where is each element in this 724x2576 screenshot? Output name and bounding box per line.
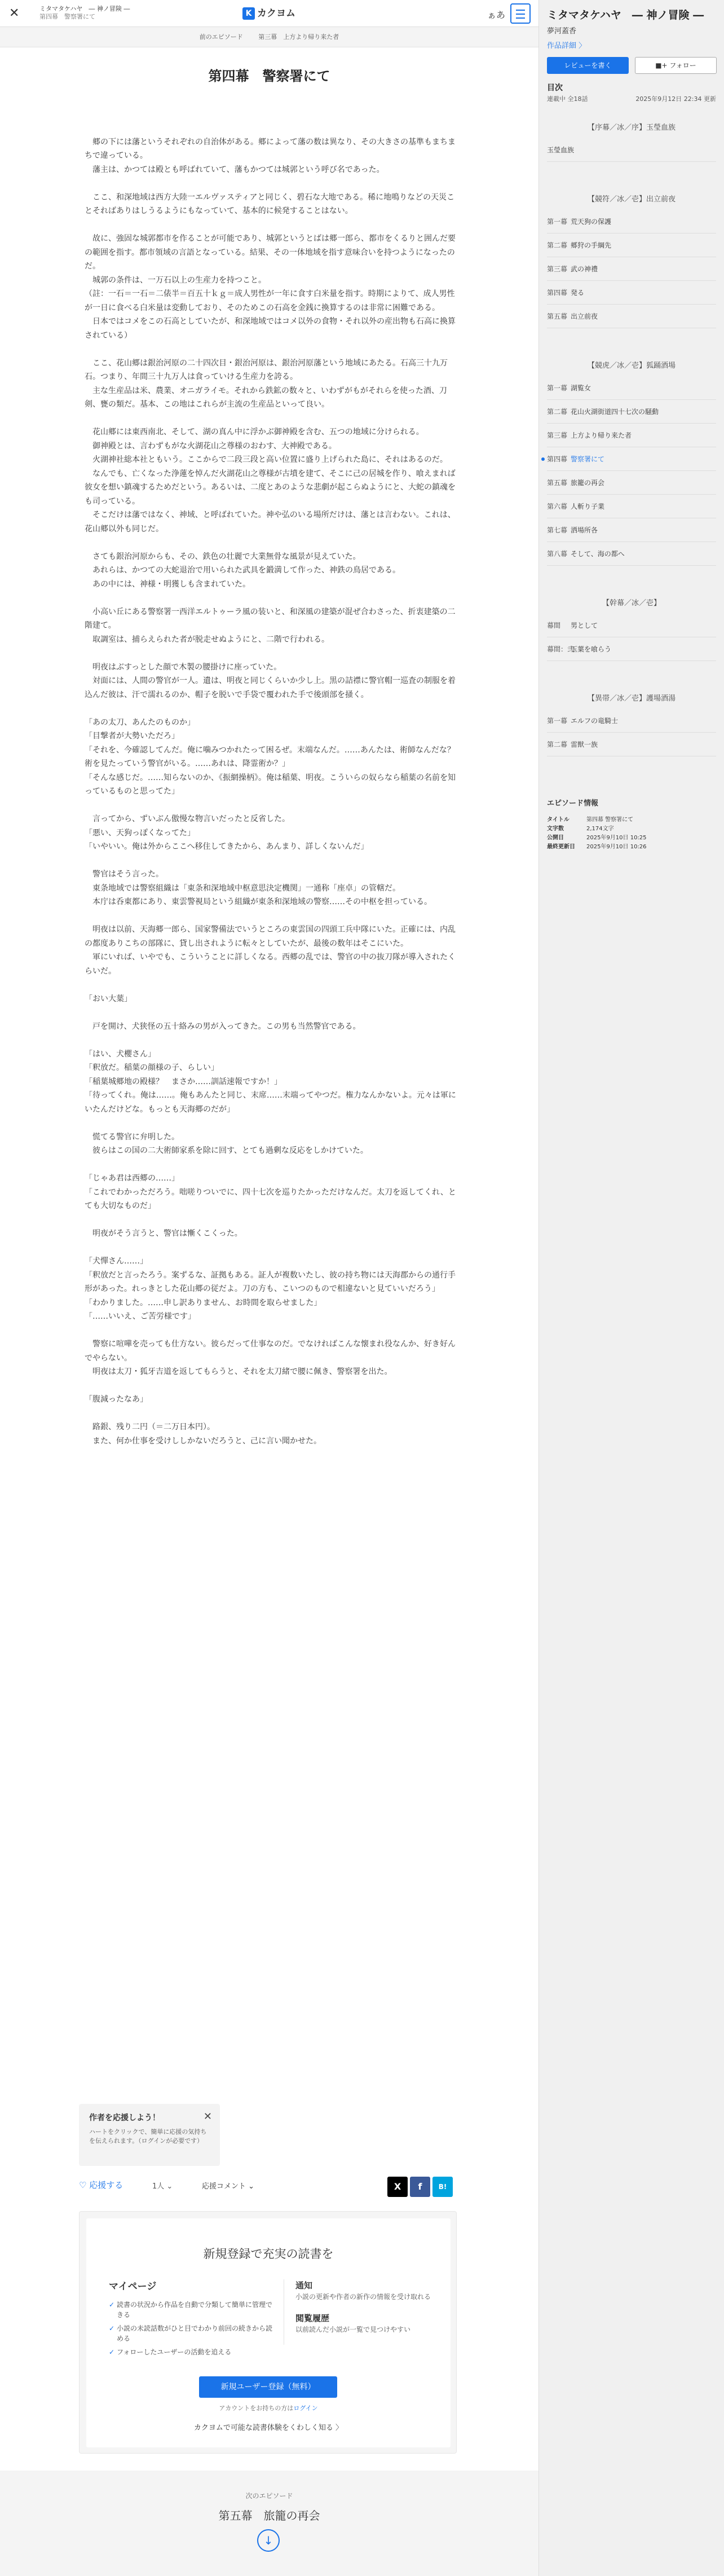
body-paragraph: さても銀治河原からも、その、鉄色の壮麗で大業無骨な風景が見えていた。 bbox=[85, 552, 361, 561]
chapter-heading: 【競虎／冰／壱】狐踊酒場 bbox=[587, 362, 676, 370]
body-paragraph: なんでも、亡くなった浄蓮を悼んだ火湖花山之尊様が古墳を建て、そこに己の居城を作り、喰えまれば彼女を想い鎮魂するためだという。あるいは、二度とあのような悲劇が起こらぬようにと、大蛇の鎮魂をも司っている。 bbox=[85, 469, 456, 506]
episode-number: 第二幕 bbox=[547, 741, 568, 748]
x-share-icon[interactable]: X bbox=[387, 2177, 408, 2197]
body-paragraph bbox=[85, 1407, 457, 1421]
episode-title: 発る bbox=[571, 289, 585, 297]
toc-episode-item[interactable] bbox=[547, 376, 716, 400]
body-paragraph: 警官はそう言った。 bbox=[85, 870, 164, 879]
body-paragraph: 「釈放だ。稲葉の顔様の子、らしい」 bbox=[85, 1063, 219, 1072]
arrow-down-icon[interactable]: ↓ bbox=[257, 2529, 280, 2552]
signup-heading: 新規登録で充実の読書を bbox=[203, 2247, 334, 2261]
body-paragraph bbox=[85, 1379, 457, 1393]
toc-heading: 目次 bbox=[547, 83, 563, 93]
heart-support-button[interactable]: ♡ 応援する bbox=[79, 2180, 123, 2190]
body-paragraph: 「目撃者が大勢いただろ」 bbox=[85, 732, 179, 741]
episode-nav bbox=[0, 27, 538, 47]
body-paragraph bbox=[85, 1006, 457, 1020]
body-paragraph: 「わかりました。……申し訳ありません、お時間を取らせました」 bbox=[85, 1298, 322, 1307]
font-settings-icon[interactable]: ぁあ bbox=[487, 10, 506, 20]
prev-episode-link[interactable]: 前のエピソード bbox=[199, 33, 243, 41]
episode-title: 洒場所各 bbox=[571, 526, 598, 534]
info-row bbox=[547, 816, 716, 825]
body-paragraph: （註：一石＝一石＝二俵半＝百五十ｋｇ＝成人男性が一年に食す白米量を指す。時期によりて、成人男性が一日に食べる白米量は変動しており、そのためこの石高を金銭に換算するのは非常に困難である。 bbox=[85, 289, 455, 312]
body-paragraph: ここ、和深地域は西方大陸一エルヴァスティアと同じく、碧石な大地である。稀に地鳴りなどの天災ことそればありはしうるようにもなっていて、基本的に候発することはない。 bbox=[85, 192, 455, 215]
toc-episode-item[interactable] bbox=[547, 495, 716, 518]
episode-number: 第一幕 bbox=[547, 717, 568, 725]
body-paragraph: 「稲葉城郷地の殿様？ まさか……訓話速報ですか！」 bbox=[85, 1077, 282, 1086]
info-row bbox=[547, 834, 716, 843]
episode-title: そして、海の都へ bbox=[571, 550, 625, 558]
body-paragraph: そこだけは藩ではなく、神域、と呼ばれていた。神や弘のいる場所だけは、藩とは言わない。これは、花山郷以外も同じだ。 bbox=[85, 510, 456, 534]
episode-title: 警察署にて bbox=[571, 455, 605, 463]
body-paragraph bbox=[85, 218, 457, 232]
episode-info bbox=[547, 797, 716, 852]
body-paragraph: ここ、花山郷は銀治河原の二十四次目・銀治河原は、銀治河原藩という地域にあたる。石高三十九万石。つまり、年間三十九万人は食っていける生産力を誇る。 bbox=[85, 358, 448, 381]
episode-title: 玉葉を喰らう bbox=[571, 645, 612, 653]
write-review-button[interactable]: レビューを書く bbox=[547, 57, 629, 74]
episode-title: 第四幕 警察署にて bbox=[208, 68, 330, 84]
episode-title: 武の神禮 bbox=[571, 265, 598, 273]
body-paragraph: 藩主は、かつては殿とも呼ばれていて、藩もかつては城郭という呼び名であった。 bbox=[85, 165, 385, 174]
body-paragraph: 取調室は、捕らえられた者が脱走せぬようにと、二階で行われる。 bbox=[85, 635, 329, 644]
logo-text: カクヨム bbox=[257, 8, 295, 19]
login-link[interactable]: ログイン bbox=[293, 2405, 318, 2412]
body-paragraph: 「犬憚さん……」 bbox=[85, 1257, 148, 1266]
body-paragraph: 城郭の条件は、一万石以上の生産力を持つこと。 bbox=[85, 275, 266, 285]
body-paragraph: 戸を開け、犬狭怪の五十絡みの男が入ってきた。この男も当然警官である。 bbox=[85, 1021, 361, 1031]
body-paragraph: 「腹減ったなあ」 bbox=[85, 1395, 148, 1404]
body-paragraph: 「おい大葉」 bbox=[85, 994, 132, 1003]
body-paragraph bbox=[85, 978, 457, 992]
body-paragraph: 郷の下には藩というそれぞれの自治体がある。郷によって藩の数は異なり、その大きさの基準もまちまちで違っている。 bbox=[85, 137, 456, 160]
learn-more-link[interactable]: カクヨムで可能な読書体験をくわしく知る 〉 bbox=[193, 2424, 343, 2432]
body-paragraph bbox=[85, 591, 457, 605]
body-paragraph: 明夜はぶすっとした顔で木製の腰掛けに座っていた。 bbox=[85, 662, 282, 672]
body-paragraph: 「釈放だと言ったろう。案ずるな、証拠もある。証人が複数いたし、彼の持ち物には天海郡からの通行手形があった。れっきとした花山郷の従だよ。刀の方も、こいつのもので相違ないと見ていいだろう」 bbox=[85, 1270, 456, 1293]
body-paragraph: 日本ではコメをこの石高としていたが、和深地域ではコメ以外の食物・それ以外の産出物も石高に換算されている） bbox=[85, 317, 456, 340]
toc-episode-item[interactable] bbox=[547, 447, 716, 471]
updated-date: 2025年9月12日 22:34 更新 bbox=[635, 95, 716, 103]
body-paragraph: 対面には、人間の警官が一人。遺は、明夜と同じくらいか少し上。黒の詰襟に警官帽一巡査の制服を着込んだ彼は、汗で濡れるのか、帽子を脱いで手袋で覆われた手で後頭部を掻く。 bbox=[85, 676, 456, 699]
episode-title: 湖覧女 bbox=[571, 384, 591, 392]
body-paragraph: 明夜がそう言うと、警官は慚くこくった。 bbox=[85, 1229, 242, 1238]
body-paragraph: 本庁は呑東都にあり、東雲警視局という組織が東条和深地域の警察……その中枢を担っている。 bbox=[85, 897, 432, 906]
next-episode-label: 次のエピソード bbox=[245, 2492, 293, 2500]
body-paragraph bbox=[85, 412, 457, 426]
episode-number: 第六幕 bbox=[547, 503, 568, 510]
episode-body bbox=[85, 121, 463, 1448]
info-row bbox=[547, 825, 716, 834]
info-value: 2025年9月10日 10:26 bbox=[586, 844, 647, 850]
body-paragraph: 路銀、残り二円（＝二万日本円）。 bbox=[85, 1423, 215, 1432]
chapter-heading: 【序幕／冰／序】玉瑩血族 bbox=[587, 124, 676, 132]
body-paragraph: 明夜は以前、天海郷一郎ら、国家警備法でいうところの東雲国の四頭工兵中隊にいた。正確には、内乱の都度ありこちの部隊に、貸し出されように転々としていたが、最後の数年はそこにいた。 bbox=[85, 925, 456, 948]
sidebar bbox=[538, 0, 724, 2576]
serial-status: 連載中 全18話 bbox=[547, 95, 588, 103]
body-paragraph: 軍にいれば、いやでも、こういうことに詳しくなる。西郷の乱では、警官の中の抜刀隊が導入されたくらいだ。 bbox=[85, 953, 456, 976]
body-paragraph: 花山郷には東西南北、そして、湖の真ん中に浮かぶ御神殿を含む、五つの地域に分けられる。 bbox=[85, 428, 424, 437]
info-row bbox=[547, 843, 716, 852]
sidebar-work-title[interactable]: ミタマタケハヤ ― 神ノ冒険 ― bbox=[547, 9, 704, 21]
episode-title: エルフの竜騎士 bbox=[571, 717, 619, 725]
chapter-heading: 【幹幕／冰／壱】 bbox=[602, 599, 661, 607]
episode-number: 第三幕 bbox=[547, 265, 568, 273]
toc-episode-item[interactable] bbox=[547, 637, 716, 661]
body-paragraph: 「いやいい。俺は外からここへ移住してきたから、あんまり、詳しくないんだ」 bbox=[85, 842, 369, 851]
support-title: 作者を応援しよう！ bbox=[89, 2113, 160, 2123]
episode-title: 上方より帰り来た者 bbox=[571, 431, 632, 439]
info-key: 公開日 bbox=[547, 835, 564, 841]
episode-number: 第一幕 bbox=[547, 218, 568, 226]
logo-icon: K bbox=[242, 7, 255, 20]
top-bar bbox=[0, 0, 538, 27]
body-paragraph bbox=[85, 1116, 457, 1130]
history-desc: 以前読んだ小説が一覧で見つけやすい bbox=[295, 2326, 411, 2333]
body-paragraph: 主な生産品は米、農業、オニガライモ。それから鉄鉱の数々と、いわずがもがそれらを使った酒、刀剣、甕の類だ。基本、この地はこれらが主流の生産品といって良い。 bbox=[85, 386, 447, 409]
episode-title: 出立前夜 bbox=[571, 312, 598, 320]
next-episode-section bbox=[0, 2471, 538, 2576]
toc-episode-item[interactable] bbox=[547, 210, 716, 234]
mypage-item: ✓ フォローしたユーザーの活動を追える bbox=[109, 2347, 278, 2357]
toc-episode-item[interactable] bbox=[547, 281, 716, 305]
episode-number: 第五幕 bbox=[547, 312, 568, 320]
episode-number: 第四幕 bbox=[547, 455, 568, 463]
toc-episode-item[interactable] bbox=[547, 305, 716, 328]
toc-episode-item[interactable] bbox=[547, 709, 716, 733]
facebook-share-icon[interactable]: f bbox=[410, 2177, 430, 2197]
login-line bbox=[86, 2403, 451, 2412]
toc-episode-item[interactable] bbox=[547, 400, 716, 424]
episode-title: 荒天狗の保護 bbox=[571, 218, 612, 226]
info-key: 文字数 bbox=[547, 826, 564, 832]
close-icon[interactable]: ✕ bbox=[203, 2111, 212, 2123]
episode-subtitle: 第四幕 警察署にて bbox=[39, 13, 95, 20]
info-value: 2025年9月10日 10:25 bbox=[586, 835, 647, 841]
login-prefix: アカウントをお持ちの方は bbox=[219, 2405, 294, 2412]
body-paragraph: 彼らはこの国の二大術師家系を除に回す、とても過剰な反応をしかけていた。 bbox=[85, 1146, 368, 1155]
author-name[interactable]: 夢河蓋香 bbox=[547, 27, 577, 36]
toc-episode-item[interactable] bbox=[547, 424, 716, 447]
toc-episode-item[interactable] bbox=[547, 614, 716, 637]
mypage-item: ✓ 読書の状況から作品を自動で分類して簡単に管理できる bbox=[109, 2300, 278, 2320]
toc-episode-item[interactable] bbox=[547, 518, 716, 542]
episode-title: 郷狩の手綱先 bbox=[571, 241, 612, 249]
body-paragraph bbox=[85, 1241, 457, 1255]
episode-title: 人斬り子業 bbox=[571, 503, 605, 510]
body-paragraph bbox=[85, 799, 457, 813]
body-paragraph bbox=[85, 1213, 457, 1227]
episode-number: 幕間：弐 bbox=[547, 645, 575, 653]
episode-number: 幕間 bbox=[547, 622, 561, 629]
episode-info-heading: エピソード情報 bbox=[547, 799, 599, 808]
signup-panel bbox=[79, 2211, 457, 2454]
work-title: ミタマタケハヤ ― 神ノ冒険 ― bbox=[39, 5, 130, 12]
close-icon[interactable]: ✕ bbox=[9, 6, 20, 20]
body-paragraph: 「そんな感じだ。……知らないのか、《振網操柄》。俺は稲葉、明夜。こういらの奴らなら稲葉の名前を知っているものと思ってた」 bbox=[85, 773, 456, 796]
toc-episode-item[interactable] bbox=[547, 138, 716, 162]
body-paragraph: 「待ってくれ。俺は……。俺もあんたと同じ、末席……末端ってやつだ。権力なんかないよ。元々は軍にいたんだけどな。もっとも天海郷のだが」 bbox=[85, 1091, 456, 1114]
hatena-share-icon[interactable]: B! bbox=[432, 2177, 453, 2197]
episode-title: 旅籠の再会 bbox=[571, 479, 605, 487]
body-paragraph: 東条地域では警察組織は「東条和深地域中枢意思決定機関」一通称「座卓」の管轄だ。 bbox=[85, 883, 400, 893]
body-paragraph: 故に、強固な城郭都市を作ることが可能であり、城郭というとばは郷一郎ら、都市をくるりと囲んだ要の範囲を指す。都市領域の言語となっている。結果、その一体地域を指す意味合いを持つようになったのだ。 bbox=[85, 234, 456, 271]
body-paragraph: 「じゃあ君は西郷の……」 bbox=[85, 1174, 179, 1183]
body-paragraph: 小高い丘にある警察署一西洋エルトゥーラ風の装いと、和深風の建築が混ぜ合わさった、折衷建築の二階建て。 bbox=[85, 607, 456, 630]
body-paragraph: 「悪い、天狗っぽくなってた」 bbox=[85, 828, 195, 838]
support-desc: ハートをクリックで、簡単に応援の気持ちを伝えられます。（ログインが必要です） bbox=[89, 2128, 207, 2145]
body-paragraph: 「はい、犬櫻さん」 bbox=[85, 1049, 156, 1059]
toc-episode-item[interactable] bbox=[547, 471, 716, 495]
next-episode-title[interactable]: 第五幕 旅籠の再会 bbox=[218, 2509, 320, 2522]
work-info-link[interactable]: 作品詳細 〉 bbox=[547, 42, 586, 50]
body-paragraph: 慌てる警官に弁明した。 bbox=[85, 1132, 179, 1142]
mypage-heading: マイページ bbox=[109, 2281, 157, 2292]
supporter-count[interactable]: 1人 ⌄ bbox=[152, 2182, 173, 2191]
body-paragraph: また、何か仕事を受けししかないだろうと、己に言い聞かせた。 bbox=[85, 1436, 321, 1446]
notify-heading: 通知 bbox=[295, 2280, 313, 2291]
body-paragraph bbox=[85, 536, 457, 550]
body-paragraph: あの中には、神様・明獲しも含まれていた。 bbox=[85, 579, 250, 589]
body-paragraph bbox=[85, 1033, 457, 1047]
toc-episode-item[interactable] bbox=[547, 542, 716, 566]
history-heading: 閲覧履歴 bbox=[295, 2313, 330, 2323]
body-paragraph bbox=[85, 342, 457, 356]
body-paragraph: 「あの太刀、あんたのものか」 bbox=[85, 717, 195, 727]
toc-episode-item[interactable] bbox=[547, 733, 716, 756]
episode-number: 第二幕 bbox=[547, 408, 568, 416]
register-button[interactable]: 新規ユーザー登録（無料） bbox=[199, 2376, 337, 2398]
body-paragraph: 火湖神社総本社ともいう。ここからで二段三段と高い位置に盛り上げられた島に、それはあるのだ。 bbox=[85, 455, 448, 464]
prev-episode-title[interactable]: 第三幕 上方より帰り来た者 bbox=[258, 33, 339, 41]
body-paragraph bbox=[85, 121, 457, 135]
info-key: 最終更新日 bbox=[547, 844, 575, 850]
menu-icon[interactable] bbox=[510, 3, 531, 24]
support-author-box bbox=[79, 2104, 220, 2166]
episode-number: 第七幕 bbox=[547, 526, 568, 534]
work-info[interactable] bbox=[39, 5, 130, 21]
chapter-heading: 【異帯／冰／壱】護場酒湯 bbox=[587, 694, 676, 703]
info-key: タイトル bbox=[547, 817, 570, 823]
body-paragraph bbox=[85, 909, 457, 923]
episode-title: 雷獣一族 bbox=[571, 741, 598, 748]
body-paragraph: あれらは、かつての大蛇退治で用いられた武具を鍛満して作った、神鉄の鳥居である。 bbox=[85, 566, 400, 575]
episode-title: 花山火湖街道四十七次の騒動 bbox=[571, 408, 659, 416]
body-paragraph: 御神殿とは、言わずもがな火湖花山之尊様のおわす、大神殿である。 bbox=[85, 441, 337, 451]
toc-episode-item[interactable] bbox=[547, 257, 716, 281]
body-paragraph bbox=[85, 1324, 457, 1338]
body-paragraph bbox=[85, 702, 457, 716]
episode-number: 第四幕 bbox=[547, 289, 568, 297]
info-value: 第四幕 警察署にて bbox=[586, 817, 634, 823]
episode-number: 第二幕 bbox=[547, 241, 568, 249]
toc-meta bbox=[547, 94, 716, 103]
body-paragraph: 明夜は太刀・狐牙吉道を返してもらうと、それを太刀緒で腰に佩き、警察署を出た。 bbox=[85, 1367, 392, 1376]
episode-number: 第八幕 bbox=[547, 550, 568, 558]
episode-title: 玉瑩血族 bbox=[547, 146, 575, 154]
episode-title: 男として bbox=[571, 622, 598, 629]
episode-number: 第五幕 bbox=[547, 479, 568, 487]
body-paragraph: 警察に喧嘩を売っても仕方ない。彼らだって仕事なのだ。でなければこんな懐まれ役なんか、好き好んでやらない。 bbox=[85, 1340, 456, 1363]
reaction-bar bbox=[79, 2174, 457, 2197]
episode-number: 第三幕 bbox=[547, 431, 568, 439]
toc-episode-item[interactable] bbox=[547, 234, 716, 257]
site-logo[interactable] bbox=[242, 7, 295, 20]
body-paragraph bbox=[85, 854, 457, 868]
chapter-heading: 【競符／冰／壱】出立前夜 bbox=[587, 195, 676, 204]
mypage-item: ✓ 小説の未読話数がひと目でわかり前回の続きから読める bbox=[109, 2323, 278, 2344]
episode-number: 第一幕 bbox=[547, 384, 568, 392]
body-paragraph bbox=[85, 646, 457, 660]
body-paragraph: 言ってから、ずいぶん傲慢な物言いだったと反省した。 bbox=[85, 814, 290, 824]
support-comment-button[interactable]: 応援コメント ⌄ bbox=[202, 2182, 255, 2191]
body-paragraph: 「それを、今確認してんだ。俺に噛みつかれたって困るぜ。末端なんだ。……あんたは、術師なんだな？ 術を見たっていう警官がいる。……あれは、降霊術か？」 bbox=[85, 745, 463, 768]
body-paragraph: 「……いいえ、ご苦労様です」 bbox=[85, 1312, 196, 1321]
body-paragraph bbox=[85, 1158, 457, 1172]
body-paragraph bbox=[85, 177, 457, 191]
notify-desc: 小説の更新や作者の新作の情報を受け取れる bbox=[295, 2293, 431, 2301]
info-value: 2,174文字 bbox=[586, 826, 614, 832]
body-paragraph: 「これでわかっただろう。咄嗟りついでに、四十七次を巡りたかっただけなんだ。太刀を返してくれ、とても大切なものだ」 bbox=[85, 1187, 456, 1210]
follow-button[interactable]: ■+ フォロー bbox=[635, 57, 717, 74]
